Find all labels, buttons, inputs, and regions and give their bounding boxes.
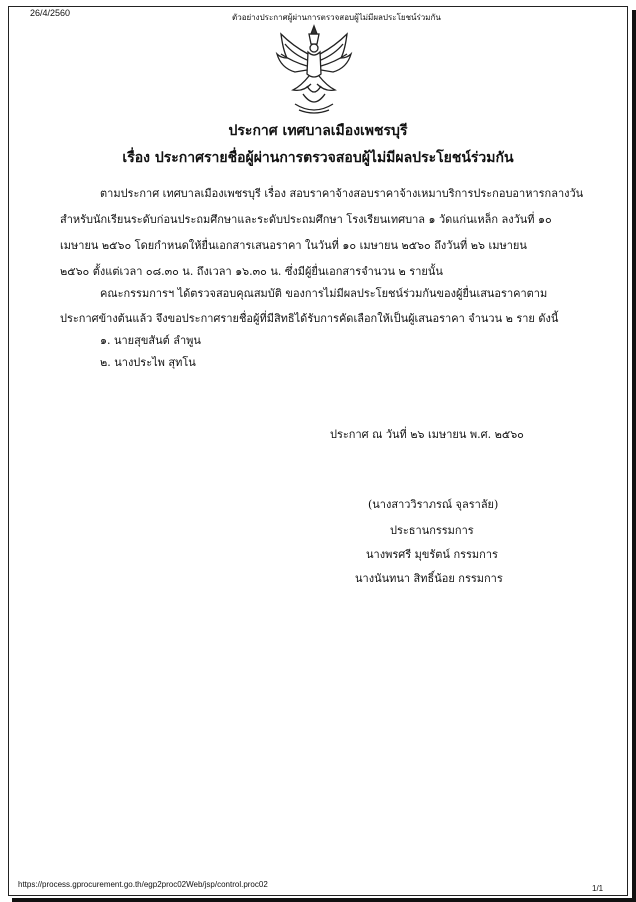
announcement-subject: เรื่อง ประกาศรายชื่อผู้ผ่านการตรวจสอบผู้ไม่มีผลประโยชน์ร่วมกัน [122,150,514,166]
paragraph1-line: ๒๕๖๐ ตั้งแต่เวลา ๐๘.๓๐ น. ถึงเวลา ๑๖.๓๐ น. ซึ่งมีผู้ยื่นเอกสารจำนวน ๒ รายนั้น [60,265,443,278]
committee-member: นางนันทนา สิทธิ์น้อย กรรมการ [355,572,503,585]
print-header-title: ตัวอย่างประกาศผู้ผ่านการตรวจสอบผู้ไม่มีผลประโยชน์ร่วมกัน [232,13,441,22]
print-date: 26/4/2560 [30,8,71,18]
paragraph1-line: เมษายน ๒๕๖๐ โดยกำหนดให้ยื่นเอกสารเสนอราคา ในวันที่ ๑๐ เมษายน ๒๕๖๐ ถึงวันที่ ๒๖ เมษายน [60,239,527,252]
page-shadow-bottom [12,898,636,902]
announce-date: ประกาศ ณ วันที่ ๒๖ เมษายน พ.ศ. ๒๕๖๐ [330,428,524,441]
paragraph2-line: ประกาศข้างต้นแล้ว จึงขอประกาศรายชื่อผู้ที่มีสิทธิได้รับการคัดเลือกให้เป็นผู้เสนอราคา จำนวน ๒ ราย ดังนี้ [60,312,559,325]
paragraph2-line: คณะกรรมการฯ ได้ตรวจสอบคุณสมบัติ ของการไม่มีผลประโยชน์ร่วมกันของผู้ยื่นเสนอราคาตาม [100,287,548,300]
page-number: 1/1 [592,884,604,893]
garuda-emblem-icon [273,24,355,116]
bidder-item: ๑. นายสุขสันต์ ลำพูน [100,334,201,347]
print-footer-url: https://process.gprocurement.go.th/egp2proc02Web/jsp/control.proc02 [18,880,268,889]
page-shadow-right [632,10,636,902]
bidder-item: ๒. นางประไพ สุทโน [100,356,196,369]
committee-member: นางพรศรี มุขรัตน์ กรรมการ [366,548,498,561]
paragraph1-line: ตามประกาศ เทศบาลเมืองเพชรบุรี เรื่อง สอบราคาจ้างสอบราคาจ้างเหมาบริการประกอบอาหารกลางวัน [100,187,584,200]
signatory-name: (นางสาววิราภรณ์ จุลราลัย) [368,498,499,511]
announcement-title: ประกาศ เทศบาลเมืองเพชรบุรี [228,123,408,139]
signatory-role: ประธานกรรมการ [390,524,474,537]
paragraph1-line: สำหรับนักเรียนระดับก่อนประถมศึกษาและระดับประถมศึกษา โรงเรียนเทศบาล ๑ วัดแก่นเหล็ก ลงวันที่ ๑๐ [60,213,552,226]
